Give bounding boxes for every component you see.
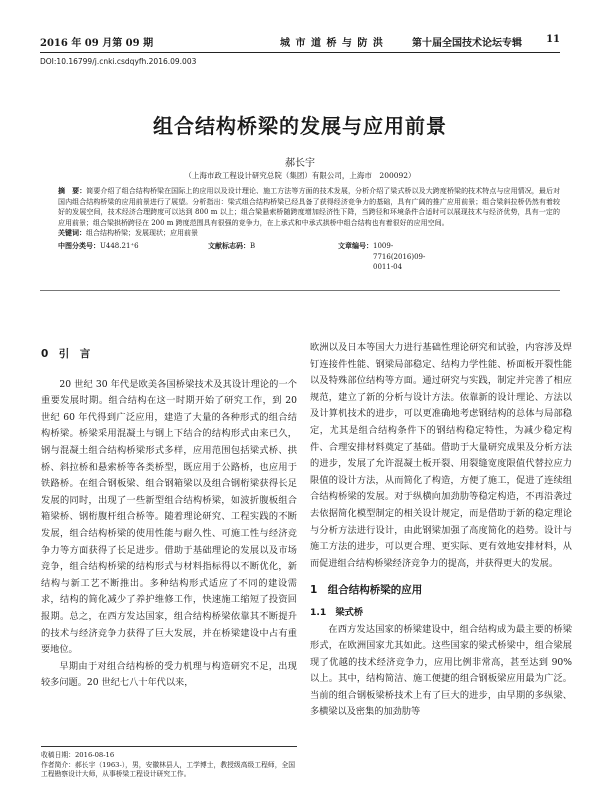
doi: DOI:10.16799/j.cnki.csdqyfh.2016.09.003	[40, 57, 197, 66]
author-bio: 作者简介：郝长宇（1963-），男，安徽林县人，工学博士，教授级高级工程师，全国工程勘察设计大师，从事桥梁工程设计研究工作。	[41, 760, 296, 778]
paragraph: 在西方发达国家的桥梁建设中，组合结构成为最主要的桥梁形式，在欧洲国家尤其如此。这些国家的梁式桥梁中，组合梁展现了优越的技术经济竞争力，应用比例非常高，甚至达到 90%以上。其中，结构简洁、施工便捷的组合钢板梁应用最为广泛。当前的组合钢板梁桥技术上有了巨大的进步，由早期的多纵梁、多横梁以及密集的加劲肋等	[310, 623, 572, 718]
doc-code-label: 文献标志码：	[208, 240, 250, 250]
article-number	[338, 240, 426, 272]
subsection-heading-beam: 1.1 梁式桥	[310, 606, 364, 618]
keywords-text: 组合结构桥梁；发展现状；应用前景	[86, 229, 198, 238]
paragraph: 欧洲以及日本等国大力进行基础性理论研究和试验，内容涉及焊钉连接件性能、钢梁局部稳定、结构力学性能、桥面板开裂性能以及特殊部位结构等方面。通过研究与实践，制定并完善了相应规范，建立了新的分析与设计方法。依靠新的设计理论、方法以及计算机技术的进步，可以更准确地考虑钢结构的总体与局部稳定，尤其是组合结构条件下的钢结构稳定特性，为减少稳定构件、合理安排材料奠定了基础。借助于大量研究成果及分析方法的进步，发展了允许混凝土板开裂、用裂缝宽度限值代替拉应力限值的设计方法，从而简化了构造，方便了施工，促进了连续组合结构桥梁的发展。对于纵横向加劲肋等稳定构造，不再沿袭过去依据简化模型制定的相关设计规定，而是借助于新的稳定理论与分析方法进行设计，由此钢梁加强了高度简化的趋势。设计与施工方法的进步，可以更合理、更实际、更有效地安排材料，从而促进组合结构桥梁经济竞争力的提高，并获得更大的发展。	[310, 342, 572, 569]
article-no-label: 文章编号：	[338, 240, 373, 250]
paragraph: 20 世纪 30 年代是欧美各国桥梁技术及其设计理论的一个重要发展时期。组合结构在这一时期开始了研究工作，到 20 世纪 60 年代得到广泛应用，建造了大量的各种形式的组合结构桥梁。桥梁采用混凝土与钢上下结合的结构形式由来已久，钢与混凝土组合结构桥梁形式多样，应用范围包括梁式桥、拱桥、斜拉桥和悬索桥等各类桥型，既应用于公路桥，也应用于铁路桥。在组合钢板梁、组合钢箱梁以及组合钢桁梁获得长足发展的同时，出现了一些新型组合结构桥梁，如波折腹板组合箱梁桥、钢桁腹杆组合桥等。随着理论研究、工程实践的不断发展，组合结构桥梁的使用性能与耐久性、可施工性与经济竞争力等方面获得了长足进步。借助于基础理论的发展以及市场竞争，组合结构桥梁的结构形式与材料指标得以不断优化，新结构与新工艺不断推出。多种结构形式适应了不同的建设需求，结构的简化减少了养护维修工作，快速施工缩短了投资回报期。总之，在西方发达国家，组合结构桥梁依靠其不断提升的技术与经济竞争力获得了巨大发展，并在桥梁建设中占有重要地位。	[41, 378, 297, 656]
clc-value: U448.21⁺6	[100, 241, 139, 250]
received-date: 收稿日期：2016-08-16	[41, 751, 115, 759]
page-number: 11	[546, 34, 560, 45]
running-header	[40, 34, 560, 53]
keywords	[58, 228, 560, 239]
abstract-text: 简要介绍了组合结构桥梁在国际上的应用以及设计理论、施工方法等方面的技术发展，分析介绍了梁式桥以及大跨度桥梁的技术特点与应用情况，最后对国内组合结构桥梁的应用前景进行了展望。分析指出：梁式组合结构桥梁已经具备了获得经济竞争力的基础，具有广阔的推广应用前景；组合梁斜拉桥仍然有着较好的发展空间，技术经济合理跨度可以达到 800 m 以上；组合梁悬索桥随跨度增加经济性下降，当跨径和环境条件合适时可以展现技术与经济优势，具有一定的应用前景；组合梁拱桥跨径在 200 m 跨度范围具有很强的竞争力，在上承式和中承式拱桥中组合结构也有着很好的应用空间。	[58, 187, 561, 227]
abstract-label: 摘 要：	[58, 186, 87, 195]
issue-label: 2016 年 09 月第 09 期	[40, 38, 154, 49]
paper-title: 组合结构桥梁的发展与应用前景	[153, 114, 447, 138]
journal-name: 城 市 道 桥 与 防 洪	[280, 38, 384, 49]
affiliation: （上海市政工程设计研究总院（集团）有限公司，上海市 200092）	[184, 171, 416, 180]
conference-label: 第十届全国技术论坛专辑	[412, 38, 522, 49]
keywords-label: 关键词：	[58, 228, 86, 238]
left-column	[41, 346, 297, 692]
abstract	[58, 186, 560, 228]
article-no-value: 1009-7716(2016)09-0011-04	[373, 241, 426, 272]
clc-label: 中图分类号：	[58, 240, 100, 250]
doc-code-value: B	[250, 241, 256, 250]
paragraph: 早期由于对组合结构桥的受力机理与构造研究不足，出现较多问题。20 世纪七八十年代以来，	[41, 660, 297, 689]
section-heading-intro: 0 引 言	[41, 348, 91, 360]
author: 郝长宇	[285, 158, 315, 169]
section-heading-applications: 1 组合结构桥梁的应用	[310, 584, 423, 597]
divider	[40, 290, 560, 291]
right-column	[310, 340, 572, 721]
clc	[58, 240, 139, 252]
doc-code	[208, 240, 256, 252]
footnote	[41, 746, 297, 780]
classification-row	[58, 240, 560, 272]
abstract-block	[58, 186, 561, 272]
